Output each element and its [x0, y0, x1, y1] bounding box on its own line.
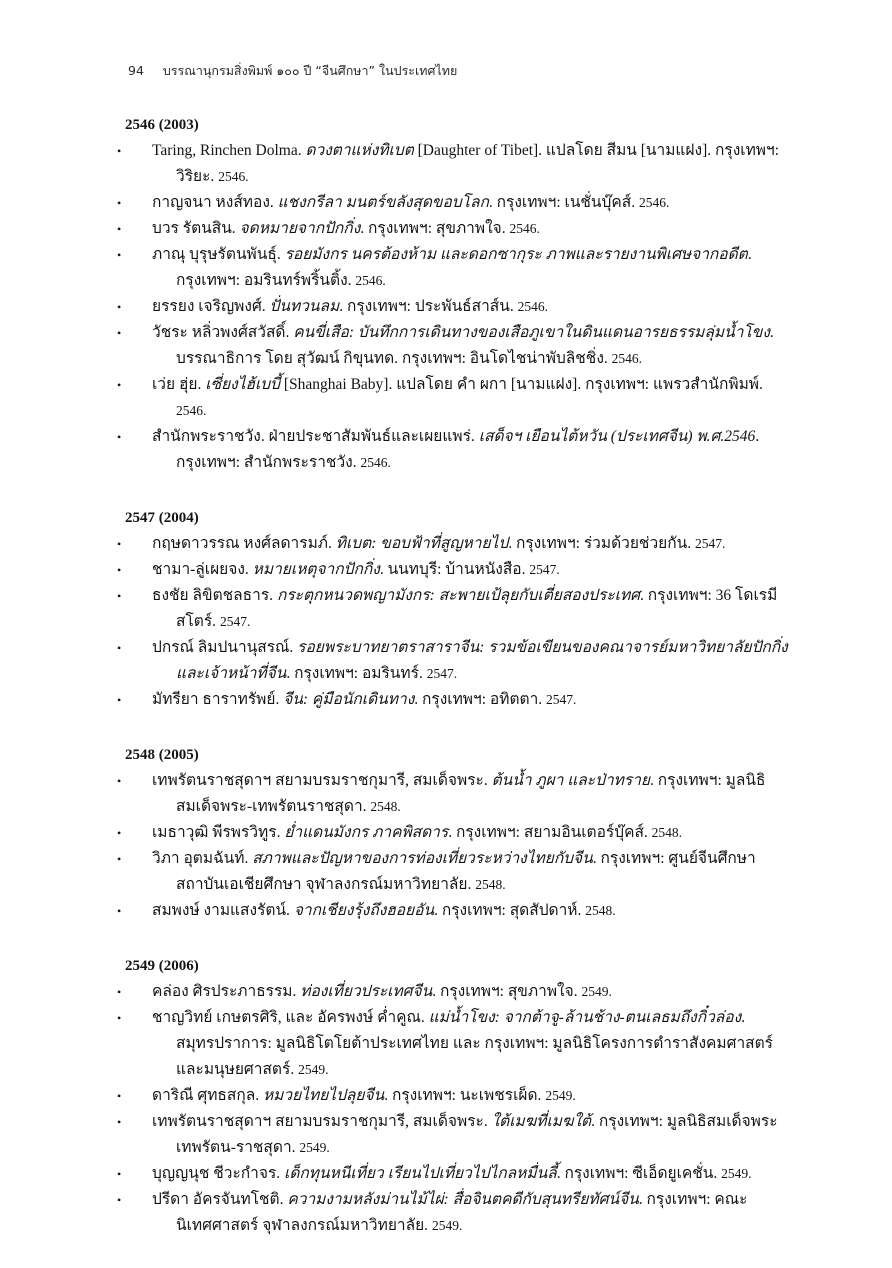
entry-year: 2547.	[426, 666, 458, 681]
entry-title: คนขี่เสือ: บันทึกการเดินทางของเสือภูเขาในดินแดนอารยธรรมลุ่มน้ำโขง	[293, 324, 770, 341]
entry-title: จากเชียงรุ้งถึงฮอยอัน	[293, 902, 435, 919]
entry-text: ดาริณี ศุทธสกุล.	[152, 1087, 263, 1104]
entry-text: คล่อง ศิรประภาธรรม.	[152, 983, 301, 1000]
entry-title: จดหมายจากปักกิ่ง	[239, 220, 361, 237]
entry-year: 2549.	[545, 1088, 576, 1103]
entry-text: ธงชัย ลิขิตชลธาร.	[152, 587, 277, 604]
entry-title: ปั่นทวนลม	[269, 298, 340, 315]
entry-text: เทพรัตนราชสุดาฯ สยามบรมราชกุมารี, สมเด็จพระ.	[152, 772, 492, 789]
entry-text: . กรุงเทพฯ: อมรินทร์พริ้นติ้ง.	[176, 246, 752, 289]
entry-text: . กรุงเทพฯ: ศูนย์จีนศึกษา สถาบันเอเชียศึกษา จุฬาลงกรณ์มหาวิทยาลัย.	[176, 850, 756, 893]
entry-text: ชามา-ลู่เผยจง.	[152, 561, 253, 578]
entry-year: 2548.	[475, 877, 506, 892]
bibliography-entry	[125, 424, 791, 476]
entry-year: 2546.	[360, 455, 391, 470]
year-section	[125, 742, 791, 924]
entry-year: 2546.	[611, 351, 643, 366]
entry-year: 2547.	[694, 536, 726, 551]
entry-text: สมพงษ์ งามแสงรัตน์.	[152, 902, 294, 919]
entry-text: [Shanghai Baby]. แปลโดย คำ ผกา [นามแฝง]. กรุงเทพฯ: แพรวสำนักพิมพ์.	[279, 376, 763, 393]
running-title: บรรณานุกรมสิ่งพิมพ์ ๑๐๐ ปี “จีนศึกษา” ในประเทศไทย	[162, 63, 458, 78]
entry-year: 2549.	[299, 1140, 330, 1155]
section-heading: 2549 (2006)	[125, 958, 199, 974]
page-number: 94	[128, 63, 144, 78]
entry-text: . กรุงเทพฯ: มูลนิธิสมเด็จพระเทพรัตน-ราชสุดา.	[176, 1113, 778, 1156]
entry-year: 2546.	[517, 299, 548, 314]
bibliography-entry	[125, 820, 791, 846]
entry-text: ปกรณ์ ลิมปนานุสรณ์.	[152, 639, 298, 656]
entry-year: 2546.	[176, 403, 207, 418]
entry-title: ต้นน้ำ ภูผา และป่าทราย	[491, 772, 650, 789]
entry-text: บุญญนุช ชีวะกำจร.	[152, 1165, 285, 1182]
bibliography-entry	[125, 557, 791, 583]
entry-year: 2549.	[431, 1218, 463, 1233]
entry-text: กฤษดาวรรณ หงศ์ลดารมภ์.	[152, 535, 336, 552]
entry-year: 2549.	[581, 984, 612, 999]
entry-text: . กรุงเทพฯ: คณะนิเทศศาสตร์ จุฬาลงกรณ์มหาวิทยาลัย.	[176, 1191, 748, 1234]
entry-title: สภาพและปัญหาของการท่องเที่ยวระหว่างไทยกับจีน	[252, 850, 593, 867]
entry-text: . กรุงเทพฯ: สำนักพระราชวัง.	[176, 428, 760, 471]
entry-year: 2549.	[721, 1166, 752, 1181]
entry-title: หมายเหตุจากปักกิ่ง	[252, 561, 380, 578]
entry-text: ปรีดา อัครจันทโชติ.	[152, 1191, 288, 1208]
bibliography-entry	[125, 1005, 791, 1083]
entry-text: . กรุงเทพฯ: สุขภาพใจ.	[432, 983, 582, 1000]
bibliography-entry	[125, 138, 791, 190]
entry-text: สำนักพระราชวัง. ฝ่ายประชาสัมพันธ์และเผยแพร่.	[152, 428, 479, 445]
bibliography-entry	[125, 635, 791, 687]
entry-text: . กรุงเทพฯ: มูลนิธิสมเด็จพระ-เทพรัตนราชสุดา.	[176, 772, 766, 815]
entry-text: เว่ย ฮุ่ย.	[152, 376, 206, 393]
bibliography-entry	[125, 687, 791, 713]
entry-title: ดวงตาแห่งทิเบต	[305, 142, 414, 159]
bibliography-entry	[125, 372, 791, 424]
entry-text: Taring, Rinchen Dolma.	[152, 142, 306, 159]
entry-year: 2549.	[298, 1062, 329, 1077]
entry-title: ท่องเที่ยวประเทศจีน	[300, 983, 433, 1000]
entry-text: วิภา อุตมฉันท์.	[152, 850, 253, 867]
entry-text: . กรุงเทพฯ: สุดสัปดาห์.	[434, 902, 586, 919]
year-section	[125, 112, 791, 476]
entry-year: 2547.	[546, 692, 577, 707]
bibliography-entry	[125, 583, 791, 635]
bibliography-entry	[125, 242, 791, 294]
entry-title: จีน: คู่มือนักเดินทาง	[283, 691, 415, 708]
entry-text: [Daughter of Tibet]. แปลโดย สีมน [นามแฝง]. กรุงเทพฯ: วิริยะ.	[176, 142, 780, 185]
entry-text: . กรุงเทพฯ: ประพันธ์สาส์น.	[339, 298, 518, 315]
entry-title: เซี่ยงไฮ้เบบี้	[205, 376, 280, 393]
entry-text: . บรรณาธิการ โดย สุวัฒน์ กิขุนทด. กรุงเทพฯ: อินโดไชน่าพับลิชชิ่ง.	[176, 324, 774, 367]
section-heading: 2547 (2004)	[125, 510, 199, 526]
entry-year: 2548.	[585, 903, 616, 918]
bibliography-entry	[125, 768, 791, 820]
entry-year: 2548.	[370, 799, 401, 814]
entry-title: ใต้เมฆที่เมฆใต้	[491, 1113, 592, 1130]
entry-title: รอยมังกร นครต้องห้าม และดอกซากุระ ภาพและรายงานพิเศษจากอดีต	[284, 246, 748, 263]
entry-text: ยรรยง เจริญพงศ์.	[152, 298, 270, 315]
entry-text: . กรุงเทพฯ: เนชั่นบุ๊คส์.	[488, 194, 639, 211]
section-heading: 2546 (2003)	[125, 117, 199, 133]
entry-year: 2546.	[355, 273, 386, 288]
entry-text: . กรุงเทพฯ: 36 โดเรมี สโตร์.	[176, 587, 778, 630]
entry-text: มัทรียา ธาราทรัพย์.	[152, 691, 284, 708]
entry-text: บวร รัตนสิน.	[152, 220, 240, 237]
entry-list	[125, 768, 791, 924]
entry-title: แชงกรีลา มนตร์ขลังสุดขอบโลก	[277, 194, 489, 211]
entry-text: . กรุงเทพฯ: สยามอินเตอร์บุ๊คส์.	[448, 824, 652, 841]
entry-text: ภาณุ บุรุษรัตนพันธุ์.	[152, 246, 285, 263]
bibliography-entry	[125, 846, 791, 898]
entry-year: 2547.	[219, 614, 251, 629]
year-section	[125, 953, 791, 1239]
entry-text: วัชระ หลิ่วพงศ์สวัสดิ์.	[152, 324, 294, 341]
bibliography-entry	[125, 190, 791, 216]
entry-text: . กรุงเทพฯ: ร่วมด้วยช่วยกัน.	[508, 535, 695, 552]
entry-text: . กรุงเทพฯ: นะเพชรเผ็ด.	[384, 1087, 546, 1104]
bibliography-entry	[125, 216, 791, 242]
bibliography-entry	[125, 898, 791, 924]
bibliography-entry	[125, 1083, 791, 1109]
bibliography-entry	[125, 531, 791, 557]
bibliography-entry	[125, 294, 791, 320]
entry-title: แม่น้ำโขง: จากต้าจู-ล้านช้าง-ตนเลธมถึงกิ๋วล่อง	[428, 1009, 742, 1026]
entry-list	[125, 138, 791, 476]
bibliography-entry	[125, 1187, 791, 1239]
entry-text: . กรุงเทพฯ: อมรินทร์.	[286, 665, 427, 682]
bibliography-entry	[125, 979, 791, 1005]
bibliography	[125, 112, 791, 1268]
entry-text: . นนทบุรี: บ้านหนังสือ.	[379, 561, 530, 578]
entry-text: . กรุงเทพฯ: อทิตตา.	[414, 691, 547, 708]
entry-year: 2546.	[638, 195, 670, 210]
year-section	[125, 505, 791, 713]
entry-title: เด็กทุนหนีเที่ยว เรียนไปเที่ยวไปไกลหมื่นลี้	[284, 1165, 557, 1182]
entry-title: เสด็จฯ เยือนไต้หวัน (ประเทศจีน) พ.ศ.2546	[478, 428, 756, 445]
bibliography-entry	[125, 320, 791, 372]
entry-title: หมวยไทยไปลุยจีน	[262, 1087, 385, 1104]
page-header	[128, 61, 457, 81]
entry-list	[125, 979, 791, 1239]
bibliography-entry	[125, 1161, 791, 1187]
section-heading: 2548 (2005)	[125, 747, 199, 763]
entry-year: 2548.	[651, 825, 683, 840]
entry-title: กระตุกหนวดพญามังกร: สะพายเป้ลุยกับเตี่ยสองประเทศ	[276, 587, 641, 604]
entry-title: ทิเบต: ขอบฟ้าที่สูญหายไป	[335, 535, 509, 552]
entry-text: เมธาวุฒิ พีรพรวิทูร.	[152, 824, 285, 841]
entry-title: รอยพระบาทยาตราสาราจีน: รวมข้อเขียนของคณาจารย์มหาวิทยาลัยปักกิ่งและเจ้าหน้าที่จีน	[176, 639, 788, 682]
entry-text: ชาญวิทย์ เกษตรศิริ, และ อัครพงษ์ ค่ำคูณ.	[152, 1009, 429, 1026]
entry-text: กาญจนา หงส์ทอง.	[152, 194, 278, 211]
entry-text: . กรุงเทพฯ: สุขภาพใจ.	[360, 220, 510, 237]
entry-text: . สมุทรปราการ: มูลนิธิโตโยต้าประเทศไทย และ กรุงเทพฯ: มูลนิธิโครงการตำราสังคมศาสตร์และมนุษยศาสตร์.	[176, 1009, 773, 1078]
entry-year: 2546.	[509, 221, 540, 236]
entry-year: 2546.	[218, 169, 249, 184]
entry-title: ย่ำแดนมังกร ภาคพิสดาร	[284, 824, 449, 841]
entry-text: เทพรัตนราชสุดาฯ สยามบรมราชกุมารี, สมเด็จพระ.	[152, 1113, 492, 1130]
bibliography-entry	[125, 1109, 791, 1161]
entry-year: 2547.	[529, 562, 560, 577]
entry-title: ความงามหลังม่านไม้ไผ่: สื่อจินตคดีกับสุนทรียทัศน์จีน	[287, 1191, 639, 1208]
entry-text: . กรุงเทพฯ: ซีเอ็ดยูเคชั่น.	[556, 1165, 722, 1182]
entry-list	[125, 531, 791, 713]
